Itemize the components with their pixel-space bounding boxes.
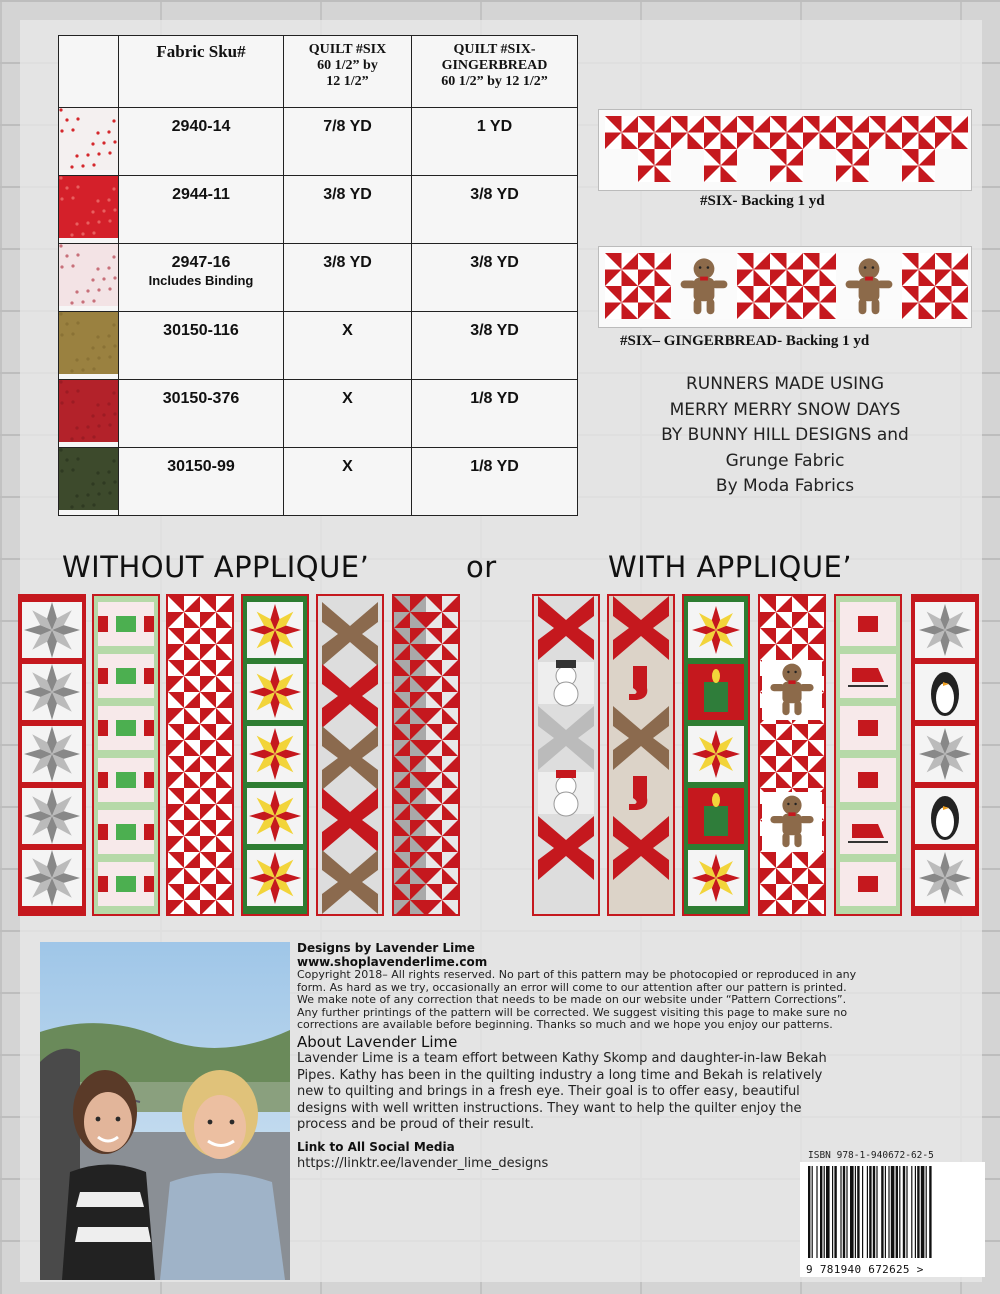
copyright-line: Copyright 2018– All rights reserved. No part of this pattern may be photocopied or reproduced in any	[297, 968, 857, 981]
swatch-pattern	[59, 380, 118, 442]
quilt-six-column-header	[284, 36, 412, 108]
sku-value: 30150-376	[162, 390, 240, 407]
copyright-line: We make note of any correction that needs to be made on our website under “Pattern Corrections”.	[297, 993, 847, 1007]
fabric-swatch	[59, 448, 119, 516]
about-title: About Lavender Lime	[297, 1032, 458, 1051]
runner-caption-gingerbread: #SIX– GINGERBREAD- Backing 1 yd	[620, 333, 870, 349]
swatch-pattern	[59, 108, 118, 170]
sku-value: 30150-116	[163, 322, 239, 339]
quilt-six-cell: X	[284, 312, 412, 380]
sku-cell	[119, 176, 284, 244]
about-section	[297, 941, 947, 1171]
runner-without-ninepatch	[92, 594, 160, 916]
table-row	[59, 108, 578, 176]
runner-quilt-image	[318, 596, 382, 914]
without-applique-title: WITHOUT APPLIQUE’	[62, 550, 370, 584]
quilt-six-gingerbread-cell: 1 YD	[412, 108, 578, 176]
quilt-six-cell: 7/8 YD	[284, 108, 412, 176]
table-row	[59, 244, 578, 312]
about-line: designs with well written instructions. They want to help the quilter enjoy the	[297, 1100, 802, 1116]
sku-column-header: Fabric Sku#	[119, 36, 284, 108]
sku-cell	[119, 380, 284, 448]
runner-quilt-image	[760, 596, 824, 914]
header-line: QUILT #SIX	[308, 42, 387, 57]
sku-note: Includes Binding	[148, 273, 254, 288]
table-row	[59, 448, 578, 516]
runner-without-gray-pinwheel	[392, 594, 460, 916]
runner-preview-six	[598, 109, 972, 191]
swatch-pattern	[59, 176, 118, 238]
quilt-six-gingerbread-cell: 1/8 YD	[412, 448, 578, 516]
quilt-six-gingerbread-cell: 3/8 YD	[412, 244, 578, 312]
runner-with-penguin	[911, 594, 979, 916]
about-body	[297, 1051, 947, 1134]
sku-value: 2944-11	[172, 186, 230, 203]
runner-quilt-image	[684, 596, 748, 914]
about-line: Pipes. Kathy has been in the quilting industry a long time and Bekah is relatively	[297, 1067, 823, 1083]
about-line: process and be proud of their result.	[297, 1117, 534, 1133]
runner-with-gingerbread	[758, 594, 826, 916]
company-name: Designs by Lavender Lime	[297, 941, 475, 955]
with-applique-title: WITH APPLIQUE’	[608, 550, 853, 584]
barcode-bars	[806, 1166, 979, 1258]
runner-without-star	[18, 594, 86, 916]
fabric-info-line: RUNNERS MADE USING	[685, 374, 885, 394]
sku-cell	[119, 244, 284, 312]
swatch-column-header	[59, 36, 119, 108]
runner-quilt-image	[534, 596, 598, 914]
runner-quilt-image	[609, 596, 673, 914]
runner-quilt-image	[913, 596, 977, 914]
sku-cell	[119, 312, 284, 380]
sku-value: 2940-14	[171, 118, 231, 135]
runner-preview-gingerbread	[598, 246, 972, 328]
about-line: new to quilting and brings in a fresh eye. Their goal is to offer easy, beautiful	[297, 1084, 800, 1100]
header-line: 60 1/2” by	[317, 58, 378, 73]
runner-without-brown-x	[316, 594, 384, 916]
fabric-info-line: MERRY MERRY SNOW DAYS	[669, 399, 901, 420]
quilt-six-gingerbread-cell: 3/8 YD	[412, 176, 578, 244]
sku-value: 2947-16	[171, 254, 231, 271]
gingerbread-runner-image	[599, 247, 972, 328]
or-title: or	[466, 550, 497, 584]
fabric-requirements-table	[58, 35, 578, 516]
swatch-pattern	[59, 312, 118, 374]
fabric-swatch	[59, 176, 119, 244]
fabric-info-line: By Moda Fabrics	[715, 476, 855, 496]
header-line: GINGERBREAD	[441, 58, 548, 73]
runner-quilt-image	[394, 596, 458, 914]
about-line: Lavender Lime is a team effort between Kathy Skomp and daughter-in-law Bekah	[297, 1050, 827, 1066]
runner-with-stocking	[607, 594, 675, 916]
copyright-line: corrections are available before beginning. Thanks so much and we hope you enjoy our patterns.	[297, 1018, 833, 1032]
table-row	[59, 176, 578, 244]
quilt-six-gingerbread-column-header	[412, 36, 578, 108]
table-row	[59, 380, 578, 448]
quilt-six-cell: 3/8 YD	[284, 244, 412, 312]
runner-caption-six: #SIX- Backing 1 yd	[700, 193, 825, 209]
header-line: 60 1/2” by 12 1/2”	[441, 74, 548, 89]
sku-cell	[119, 108, 284, 176]
fabric-info-line: BY BUNNY HILL DESIGNS and	[661, 425, 909, 445]
fabric-info-line: Grunge Fabric	[725, 450, 845, 471]
fabric-swatch	[59, 108, 119, 176]
runner-quilt-image	[94, 596, 158, 914]
swatch-pattern	[59, 448, 118, 510]
fabric-swatch	[59, 312, 119, 380]
runner-quilt-image	[20, 596, 84, 914]
designers-photo	[40, 942, 290, 1280]
barcode	[800, 1162, 985, 1277]
fabric-swatch	[59, 244, 119, 312]
copyright-line: Any further printings of the pattern will be corrected. We suggest visiting this page to make sure no	[297, 1005, 848, 1019]
swatch-pattern	[59, 244, 118, 306]
runner-with-candle	[682, 594, 750, 916]
table-header-row	[59, 36, 578, 108]
quilt-six-cell: X	[284, 380, 412, 448]
social-media-title: Link to All Social Media	[297, 1139, 455, 1154]
runner-without-yellow-star	[241, 594, 309, 916]
website-link[interactable]: www.shoplavenderlime.com	[297, 955, 488, 969]
table-row	[59, 312, 578, 380]
runner-quilt-image	[243, 596, 307, 914]
runner-with-sleigh	[834, 594, 902, 916]
sku-value: 30150-99	[167, 458, 235, 475]
fabric-swatch	[59, 380, 119, 448]
social-media-link[interactable]: https://linktr.ee/lavender_lime_designs	[297, 1155, 549, 1171]
quilt-six-gingerbread-cell: 1/8 YD	[412, 380, 578, 448]
sku-cell	[119, 448, 284, 516]
pinwheel-runner-image	[599, 110, 972, 191]
header-line: QUILT #SIX-	[453, 42, 536, 57]
fabric-info	[600, 372, 970, 500]
runner-quilt-image	[836, 596, 900, 914]
runner-quilt-image	[168, 596, 232, 914]
copyright-notice	[297, 969, 947, 1032]
barcode-digits: 9 781940 672625 >	[806, 1263, 924, 1276]
quilt-six-cell: X	[284, 448, 412, 516]
header-line: 12 1/2”	[326, 74, 369, 89]
quilt-six-gingerbread-cell: 3/8 YD	[412, 312, 578, 380]
runner-with-snowman	[532, 594, 600, 916]
copyright-line: form. As hard as we try, occasionally an error will come to our attention after our pattern is printed.	[297, 980, 847, 994]
isbn-label: ISBN 978-1-940672-62-5	[808, 1150, 934, 1161]
quilt-six-cell: 3/8 YD	[284, 176, 412, 244]
runner-without-pinwheel	[166, 594, 234, 916]
